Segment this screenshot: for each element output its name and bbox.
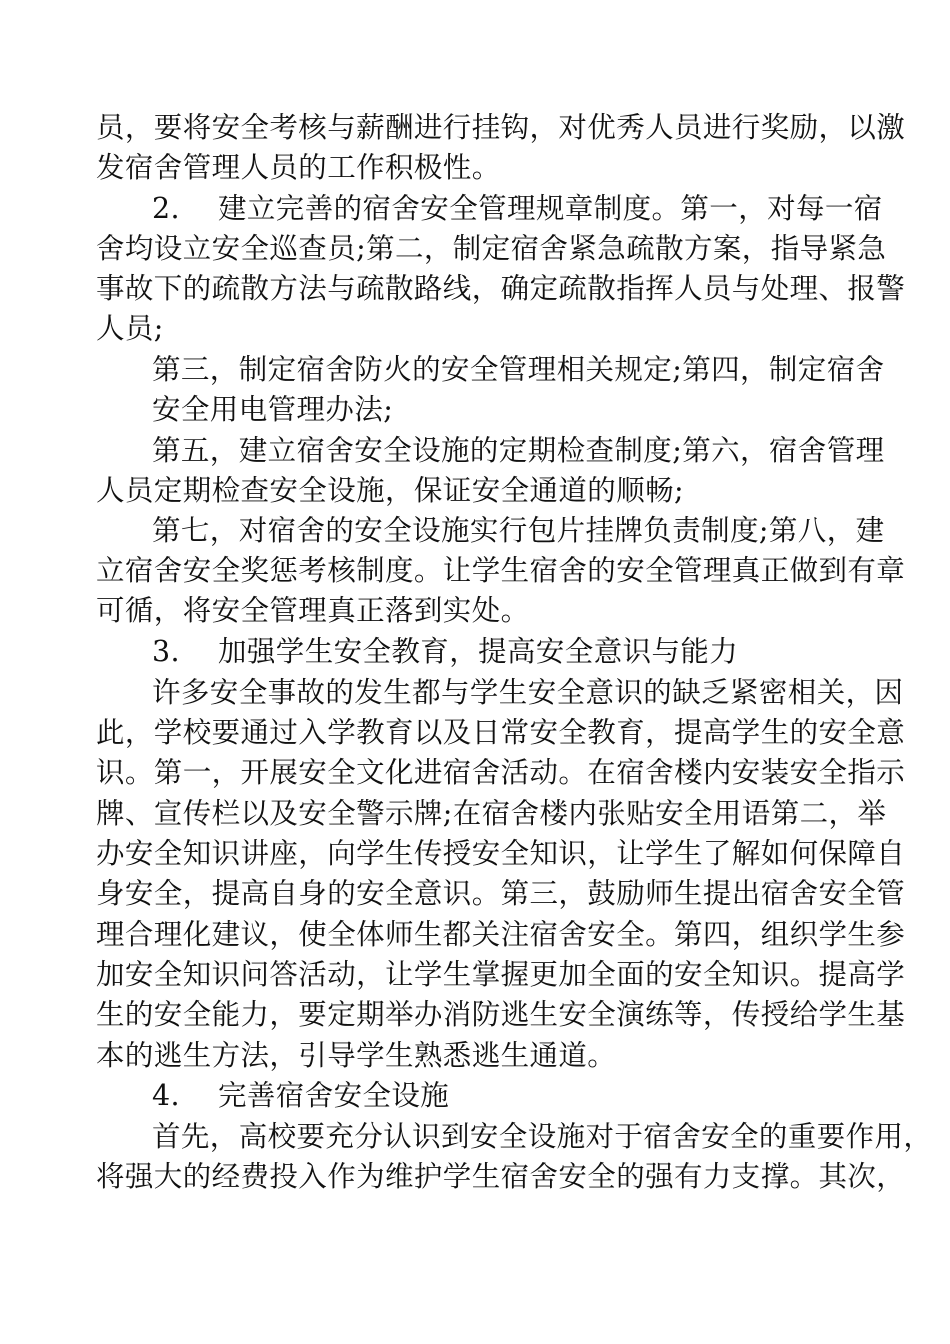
text-line: 办安全知识讲座，向学生传授安全知识，让学生了解如何保障自 — [96, 837, 906, 870]
text-line: 员，要将安全考核与薪酬进行挂钩，对优秀人员进行奖励，以激 — [96, 111, 906, 144]
section-heading-2 — [152, 189, 912, 229]
text-line: 人员定期检查安全设施，保证安全通道的顺畅; — [96, 474, 685, 507]
text-line: 此，学校要通过入学教育以及日常安全教育，提高学生的安全意 — [96, 716, 906, 749]
section-heading-text: 加强学生安全教育，提高安全意识与能力 — [218, 635, 739, 668]
text-line: 事故下的疏散方法与疏散路线，确定疏散指挥人员与处理、报警 — [96, 272, 906, 305]
text-line: 舍均设立安全巡查员;第二，制定宿舍紧急疏散方案，指导紧急 — [96, 232, 887, 265]
text-line: 将强大的经费投入作为维护学生宿舍安全的强有力支撑。其次， — [96, 1160, 906, 1193]
text-line: 理合理化建议，使全体师生都关注宿舍安全。第四，组织学生参 — [96, 918, 906, 951]
text-line: 第三，制定宿舍防火的安全管理相关规定;第四，制定宿舍 — [152, 353, 885, 386]
text-line: 首先，高校要充分认识到安全设施对于宿舍安全的重要作用， — [152, 1120, 933, 1153]
text-line: 可循，将安全管理真正落到实处。 — [96, 594, 530, 627]
text-line: 牌、宣传栏以及安全警示牌;在宿舍楼内张贴安全用语第二，举 — [96, 797, 887, 830]
section-heading-3 — [152, 632, 912, 672]
text-line: 加安全知识问答活动，让学生掌握更加全面的安全知识。提高学 — [96, 958, 906, 991]
text-line: 立宿舍安全奖惩考核制度。让学生宿舍的安全管理真正做到有章 — [96, 554, 906, 587]
section-heading-text: 完善宿舍安全设施 — [218, 1079, 450, 1112]
text-line: 发宿舍管理人员的工作积极性。 — [96, 151, 501, 184]
text-line: 第五，建立宿舍安全设施的定期检查制度;第六，宿舍管理 — [152, 434, 885, 467]
section-number: 4. — [152, 1079, 180, 1112]
text-line: 人员; — [96, 312, 164, 345]
text-line: 身安全，提高自身的安全意识。第三，鼓励师生提出宿舍安全管 — [96, 877, 906, 910]
section-heading-text: 建立完善的宿舍安全管理规章制度。第一，对每一宿 — [218, 192, 883, 225]
section-number: 2. — [152, 192, 180, 225]
text-line: 第七，对宿舍的安全设施实行包片挂牌负责制度;第八，建 — [152, 514, 885, 547]
section-heading-4 — [152, 1076, 912, 1116]
text-line: 本的逃生方法，引导学生熟悉逃生通道。 — [96, 1039, 617, 1072]
text-line: 安全用电管理办法; — [152, 393, 394, 426]
text-line: 识。第一，开展安全文化进宿舍活动。在宿舍楼内安装安全指示 — [96, 756, 906, 789]
text-line: 许多安全事故的发生都与学生安全意识的缺乏紧密相关，因 — [152, 676, 904, 709]
section-number: 3. — [152, 635, 180, 668]
text-line: 生的安全能力，要定期举办消防逃生安全演练等，传授给学生基 — [96, 998, 906, 1031]
